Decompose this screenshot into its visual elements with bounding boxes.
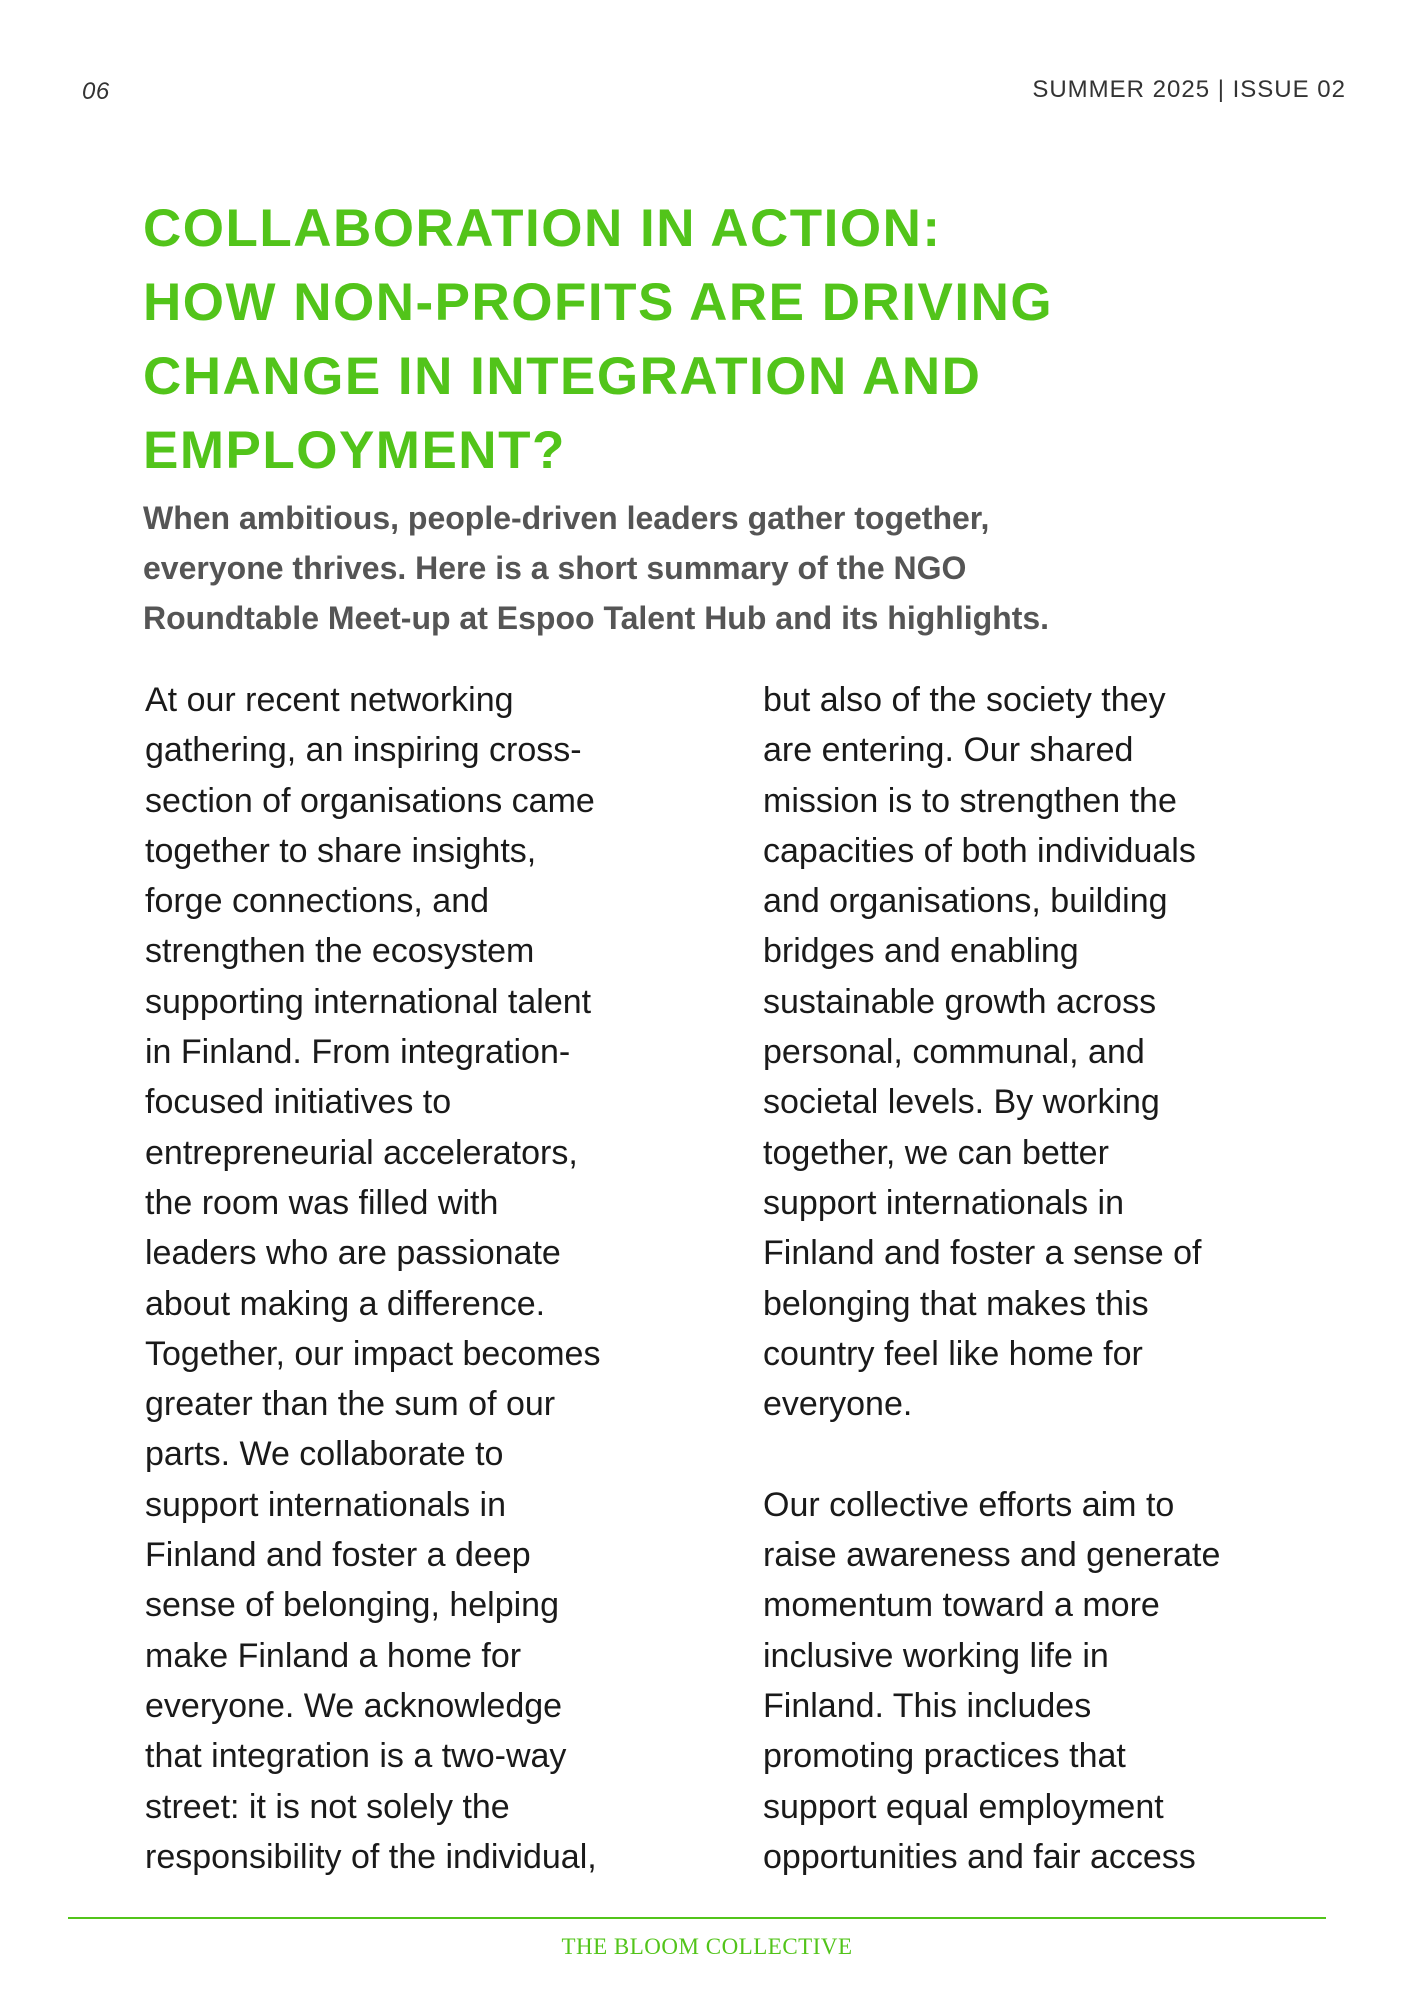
body-line: the room was filled with — [145, 1183, 499, 1222]
footer-divider — [68, 1917, 1326, 1919]
article-subtitle-line: When ambitious, people-driven leaders gather together, — [143, 500, 990, 536]
body-line: Finland. This includes — [763, 1686, 1092, 1725]
body-line: Our collective efforts aim to — [763, 1485, 1175, 1524]
body-line: inclusive working life in — [763, 1636, 1109, 1675]
body-line: Finland and foster a sense of — [763, 1234, 1202, 1273]
body-line: societal levels. By working — [763, 1083, 1160, 1122]
body-line: Finland and foster a deep — [145, 1536, 531, 1575]
body-line: mission is to strengthen the — [763, 781, 1177, 820]
body-line: in Finland. From integration- — [145, 1033, 571, 1072]
page-number: 06 — [82, 78, 110, 105]
body-line: together to share insights, — [145, 831, 537, 870]
body-line: supporting international talent — [145, 982, 592, 1021]
article-title-line: CHANGE IN INTEGRATION AND — [143, 347, 982, 406]
body-line: everyone. — [763, 1385, 913, 1424]
body-line: and organisations, building — [763, 882, 1168, 921]
footer-publication-name: THE BLOOM COLLECTIVE — [561, 1934, 853, 1959]
article-subtitle-line: everyone thrives. Here is a short summary of the NGO — [143, 550, 967, 586]
body-line: are entering. Our shared — [763, 731, 1134, 770]
body-line: but also of the society they — [763, 681, 1166, 719]
article-title — [143, 192, 1293, 488]
body-line: responsibility of the individual, — [145, 1837, 597, 1876]
body-line: support internationals in — [145, 1485, 507, 1524]
body-line: everyone. We acknowledge — [145, 1686, 563, 1725]
body-line: street: it is not solely the — [145, 1787, 510, 1826]
body-line: leaders who are passionate — [145, 1234, 561, 1273]
article-title-line: EMPLOYMENT? — [143, 421, 566, 480]
article-title-line: COLLABORATION IN ACTION: — [143, 199, 942, 258]
body-line: capacities of both individuals — [763, 831, 1196, 870]
body-line: sustainable growth across — [763, 982, 1157, 1021]
body-line: personal, communal, and — [763, 1033, 1145, 1072]
issue-label: SUMMER 2025 | ISSUE 02 — [1032, 76, 1346, 103]
body-line: about making a difference. — [145, 1284, 546, 1323]
body-line: Together, our impact becomes — [145, 1334, 601, 1373]
body-line: make Finland a home for — [145, 1636, 522, 1675]
article-subtitle-line: Roundtable Meet-up at Espoo Talent Hub and its highlights. — [143, 600, 1050, 636]
body-line: raise awareness and generate — [763, 1536, 1221, 1575]
body-line: forge connections, and — [145, 882, 490, 921]
body-column-right — [763, 675, 1220, 1882]
body-line: gathering, an inspiring cross- — [145, 731, 582, 770]
body-line: opportunities and fair access — [763, 1837, 1196, 1876]
body-line: focused initiatives to — [145, 1083, 452, 1122]
body-line: parts. We collaborate to — [145, 1435, 504, 1474]
body-line: support internationals in — [763, 1183, 1125, 1222]
article-subtitle — [143, 493, 1293, 643]
body-line: together, we can better — [763, 1133, 1109, 1172]
body-line: strengthen the ecosystem — [145, 932, 535, 971]
body-line: section of organisations came — [145, 781, 595, 820]
body-line: country feel like home for — [763, 1334, 1143, 1373]
body-line: At our recent networking — [145, 681, 514, 719]
body-line: momentum toward a more — [763, 1586, 1160, 1625]
body-line: entrepreneurial accelerators, — [145, 1133, 578, 1172]
body-line: greater than the sum of our — [145, 1385, 556, 1424]
body-line: bridges and enabling — [763, 932, 1079, 971]
paragraph-break — [763, 1429, 1220, 1479]
body-line: belonging that makes this — [763, 1284, 1149, 1323]
body-line: sense of belonging, helping — [145, 1586, 559, 1625]
body-line: promoting practices that — [763, 1737, 1126, 1776]
article-title-line: HOW NON-PROFITS ARE DRIVING — [143, 273, 1054, 332]
body-column-left — [145, 675, 600, 1882]
body-line: support equal employment — [763, 1787, 1164, 1826]
body-line: that integration is a two-way — [145, 1737, 567, 1776]
